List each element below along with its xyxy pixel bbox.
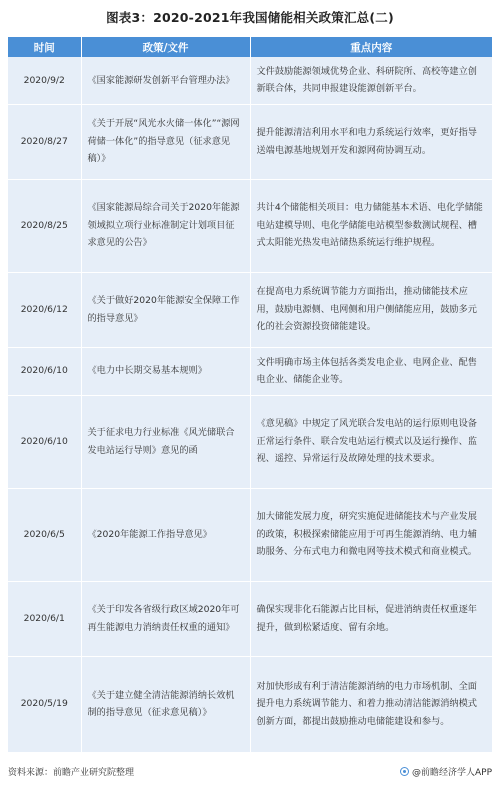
table-row — [8, 179, 492, 272]
cell-date: 2020/8/27 — [8, 104, 81, 179]
cell-date: 2020/6/5 — [8, 488, 81, 581]
chart-title: 图表3：2020-2021年我国储能相关政策汇总(二) — [106, 10, 394, 25]
cell-doc: 关于征求电力行业标准《风光储联合发电站运行导则》意见的函 — [81, 395, 250, 488]
cell-content: 文件鼓励能源领域优势企业、科研院所、高校等建立创新联合体，共同申报建设能源创新平台。 — [250, 57, 492, 104]
cell-content: 提升能源清洁利用水平和电力系统运行效率，更好指导送端电源基地规划开发和源网荷协调互动。 — [250, 104, 492, 179]
table-row — [8, 57, 492, 104]
cell-date: 2020/8/25 — [8, 179, 81, 272]
table-row — [8, 272, 492, 347]
cell-content: 加大储能发展力度，研究实施促进储能技术与产业发展的政策，积极探索储能应用于可再生能源消纳、电力辅助服务、分布式电力和微电网等技术模式和商业模式。 — [250, 488, 492, 581]
cell-content: 《意见稿》中规定了风光联合发电站的运行原则电设备正常运行条件、联合发电站运行模式以及运行操作、监视、遥控、异常运行及故障处理的技术要求。 — [250, 395, 492, 488]
header-doc: 政策/文件 — [81, 37, 250, 57]
cell-date: 2020/6/1 — [8, 581, 81, 656]
cell-content: 对加快形成有利于清洁能源消纳的电力市场机制、全面提升电力系统调节能力、和着力推动清洁能源消纳模式创新方面，都提出鼓励推动电储能建设和参与。 — [250, 656, 492, 752]
cell-doc: 《国家能源局综合司关于2020年能源领域拟立项行业标准制定计划项目征求意见的公告》 — [81, 179, 250, 272]
table-row — [8, 395, 492, 488]
table-row — [8, 488, 492, 581]
cell-doc: 《关于建立健全清洁能源消纳长效机制的指导意见（征求意见稿）》 — [81, 656, 250, 752]
table-header-row — [8, 37, 492, 57]
brand-label: @前瞻经济学人APP — [411, 768, 492, 778]
cell-doc: 《关于开展“风光水火储一体化”“源网荷储一体化”的指导意见（征求意见稿）》 — [81, 104, 250, 179]
header-content: 重点内容 — [250, 37, 492, 57]
cell-content: 文件明确市场主体包括各类发电企业、电网企业、配售电企业、储能企业等。 — [250, 347, 492, 395]
table-row — [8, 656, 492, 752]
cell-doc: 《关于印发各省级行政区域2020年可再生能源电力消纳责任权重的通知》 — [81, 581, 250, 656]
source-note: 资料来源：前瞻产业研究院整理 — [8, 768, 135, 778]
policy-table — [8, 37, 492, 753]
cell-doc: 《关于做好2020年能源安全保障工作的指导意见》 — [81, 272, 250, 347]
cell-date: 2020/6/10 — [8, 395, 81, 488]
cell-date: 2020/6/12 — [8, 272, 81, 347]
brand-logo-icon — [400, 767, 409, 776]
cell-doc: 《电力中长期交易基本规则》 — [81, 347, 250, 395]
table-row — [8, 581, 492, 656]
header-date: 时间 — [8, 37, 81, 57]
table-row — [8, 347, 492, 395]
cell-content: 在提高电力系统调节能力方面指出，推动储能技术应用，鼓励电源侧、电网侧和用户侧储能应用，鼓励多元化的社会资源投资储能建设。 — [250, 272, 492, 347]
cell-date: 2020/5/19 — [8, 656, 81, 752]
table-row — [8, 104, 492, 179]
cell-doc: 《2020年能源工作指导意见》 — [81, 488, 250, 581]
brand-footer — [400, 765, 492, 778]
cell-date: 2020/9/2 — [8, 57, 81, 104]
cell-content: 共计4个储能相关项目：电力储能基本术语、电化学储能电站建模导则、电化学储能电站模型参数测试规程、槽式太阳能光热发电站储热系统运行维护规程。 — [250, 179, 492, 272]
cell-date: 2020/6/10 — [8, 347, 81, 395]
cell-content: 确保实现非化石能源占比目标，促进消纳责任权重逐年提升，做到松紧适度、留有余地。 — [250, 581, 492, 656]
cell-doc: 《国家能源研发创新平台管理办法》 — [81, 57, 250, 104]
